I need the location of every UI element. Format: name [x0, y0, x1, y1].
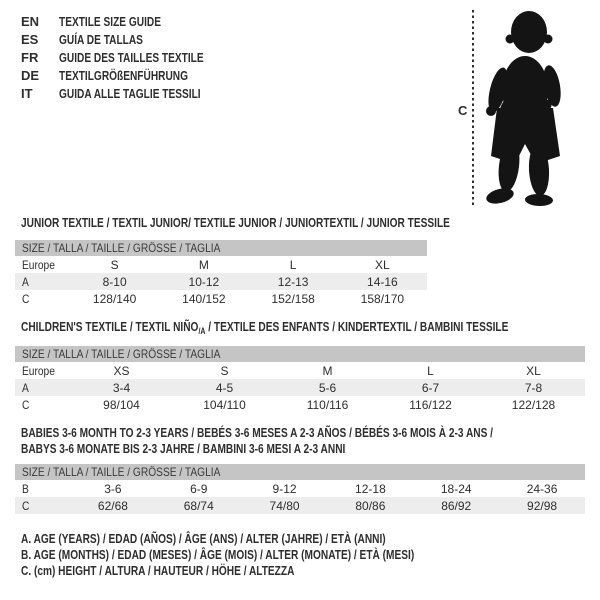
size-cell: XS	[113, 363, 130, 378]
language-code: IT	[21, 85, 33, 101]
size-cell: 6-9	[190, 481, 208, 496]
size-header-label: SIZE / TALLA / TAILLE / GRÖSSE / TAGLIA	[22, 465, 221, 479]
legend-line-c-text: C. (cm) HEIGHT / ALTURA / HAUTEUR / HÖHE / ALTEZZA	[21, 563, 295, 578]
size-cell: 128/140	[92, 291, 137, 306]
size-cell: M	[198, 257, 209, 272]
row-label-text: B	[22, 481, 29, 496]
language-title: TEXTILE SIZE GUIDE	[59, 14, 161, 30]
size-cell: 12-13	[277, 274, 309, 289]
children-table-title-text	[21, 320, 508, 338]
row-label	[15, 381, 70, 395]
size-cell: 68/74	[183, 498, 214, 513]
size-cell: 3-6	[104, 481, 122, 496]
junior-table-title-text: JUNIOR TEXTILE / TEXTIL JUNIOR/ TEXTILE JUNIOR / JUNIORTEXTIL / JUNIOR TESSILE	[21, 215, 450, 230]
row-label	[15, 398, 70, 412]
row-label	[15, 258, 70, 272]
row-label-text: C	[22, 291, 30, 306]
children-title-prefix: CHILDREN'S TEXTILE / TEXTIL NIÑO	[21, 319, 199, 334]
size-cell: 152/158	[271, 291, 315, 306]
size-cell: S	[220, 363, 229, 378]
row-label-text: Europe	[22, 257, 55, 272]
language-row-en	[21, 13, 244, 31]
size-cell: 116/122	[409, 397, 452, 412]
size-cell: 7-8	[524, 380, 543, 395]
row-label-text: C	[22, 498, 30, 513]
row-label	[15, 364, 70, 378]
size-header-label: SIZE / TALLA / TAILLE / GRÖSSE / TAGLIA	[22, 241, 221, 255]
language-list	[21, 13, 244, 102]
size-cell: 62/68	[97, 498, 128, 513]
row-label	[15, 275, 70, 289]
junior-row-a	[15, 273, 427, 290]
size-cell: 80/86	[355, 498, 386, 513]
size-cell: 98/104	[103, 397, 140, 412]
language-code: DE	[21, 67, 40, 83]
row-label-text: A	[22, 380, 29, 395]
size-cell: 104/110	[203, 397, 246, 412]
row-label-text: C	[22, 397, 30, 412]
size-cell: S	[110, 257, 119, 272]
size-header-label: SIZE / TALLA / TAILLE / GRÖSSE / TAGLIA	[22, 347, 221, 361]
size-cell: M	[322, 363, 333, 378]
babies-table-title-line1	[21, 426, 600, 439]
babies-title-line2-text: BABYS 3-6 MONATE BIS 2-3 JAHRE / BAMBINI 3-6 MESI A 2-3 ANNI	[21, 441, 346, 456]
legend-line-b-text: B. AGE (MONTHS) / EDAD (MESES) / ÂGE (MOIS) / ALTER (MONATE) / ETÀ (MESI)	[21, 547, 415, 562]
size-cell: 18-24	[440, 481, 472, 496]
junior-row-europe	[15, 256, 427, 273]
size-cell: 8-10	[102, 274, 127, 289]
language-title: TEXTILGRÖßENFÜHRUNG	[59, 67, 189, 83]
children-title-subscript: /A	[198, 326, 206, 336]
size-cell: 110/116	[306, 397, 349, 412]
size-cell: XL	[375, 257, 390, 272]
language-title: GUIDA ALLE TAGLIE TESSILI	[59, 85, 201, 101]
language-code: EN	[21, 14, 40, 30]
size-cell: 92/98	[527, 498, 558, 513]
size-cell: 122/128	[511, 397, 556, 412]
babies-table-title-line2	[21, 442, 437, 455]
size-cell: 74/80	[269, 498, 300, 513]
size-cell: 3-4	[112, 380, 131, 395]
measurement-legend	[21, 531, 525, 579]
row-label	[15, 499, 70, 513]
size-cell: 158/170	[360, 291, 405, 306]
size-cell: 86/92	[441, 498, 472, 513]
size-cell: 9-12	[272, 481, 297, 496]
size-cell: 24-36	[526, 481, 558, 496]
language-code: FR	[21, 49, 39, 65]
row-label-text: A	[22, 274, 29, 289]
size-cell: 12-18	[355, 481, 386, 496]
junior-size-header-bar	[15, 240, 427, 256]
size-cell: 140/152	[182, 291, 226, 306]
legend-line-c	[21, 563, 525, 579]
babies-row-c	[15, 497, 585, 514]
language-row-fr	[21, 49, 244, 67]
row-label	[15, 482, 70, 496]
height-measure-dotted-line	[472, 10, 474, 207]
size-cell: L	[289, 257, 297, 272]
children-title-suffix: / TEXTILE DES ENFANTS / KINDERTEXTIL / BAMBINI TESSILE	[205, 319, 509, 334]
row-label-text: Europe	[22, 363, 55, 378]
legend-line-a-text: A. AGE (YEARS) / EDAD (AÑOS) / ÂGE (ANS) / ALTER (JAHRE) / ETÀ (ANNI)	[21, 531, 386, 546]
legend-line-b	[21, 547, 525, 563]
baby-silhouette-icon	[483, 8, 569, 206]
babies-size-header-bar	[15, 464, 585, 480]
children-size-header-bar	[15, 346, 585, 362]
size-cell: L	[427, 363, 434, 378]
size-cell: 10-12	[188, 274, 220, 289]
language-row-it	[21, 84, 244, 102]
junior-table-title	[21, 216, 571, 229]
babies-title-line1-text: BABIES 3-6 MONTH TO 2-3 YEARS / BEBÉS 3-6 MESES A 2-3 AÑOS / BÉBÉS 3-6 MOIS À 2-3 ANS /	[21, 425, 493, 440]
height-label-c: C	[458, 103, 468, 118]
children-row-c	[15, 396, 585, 413]
size-cell: XL	[526, 363, 541, 378]
language-row-de	[21, 66, 244, 84]
language-title: GUÍA DE TALLAS	[59, 32, 143, 48]
children-row-a	[15, 379, 585, 396]
legend-line-a	[21, 531, 525, 547]
language-code: ES	[21, 32, 39, 48]
row-label	[15, 292, 70, 306]
size-cell: 4-5	[215, 380, 234, 395]
junior-row-c	[15, 290, 427, 307]
language-row-es	[21, 31, 244, 49]
size-cell: 14-16	[367, 274, 398, 289]
size-cell: 5-6	[318, 380, 337, 395]
size-cell: 6-7	[421, 380, 440, 395]
babies-row-b	[15, 480, 585, 497]
children-row-europe	[15, 362, 585, 379]
language-title: GUIDE DES TAILLES TEXTILE	[59, 49, 204, 65]
children-table-title	[21, 320, 600, 338]
